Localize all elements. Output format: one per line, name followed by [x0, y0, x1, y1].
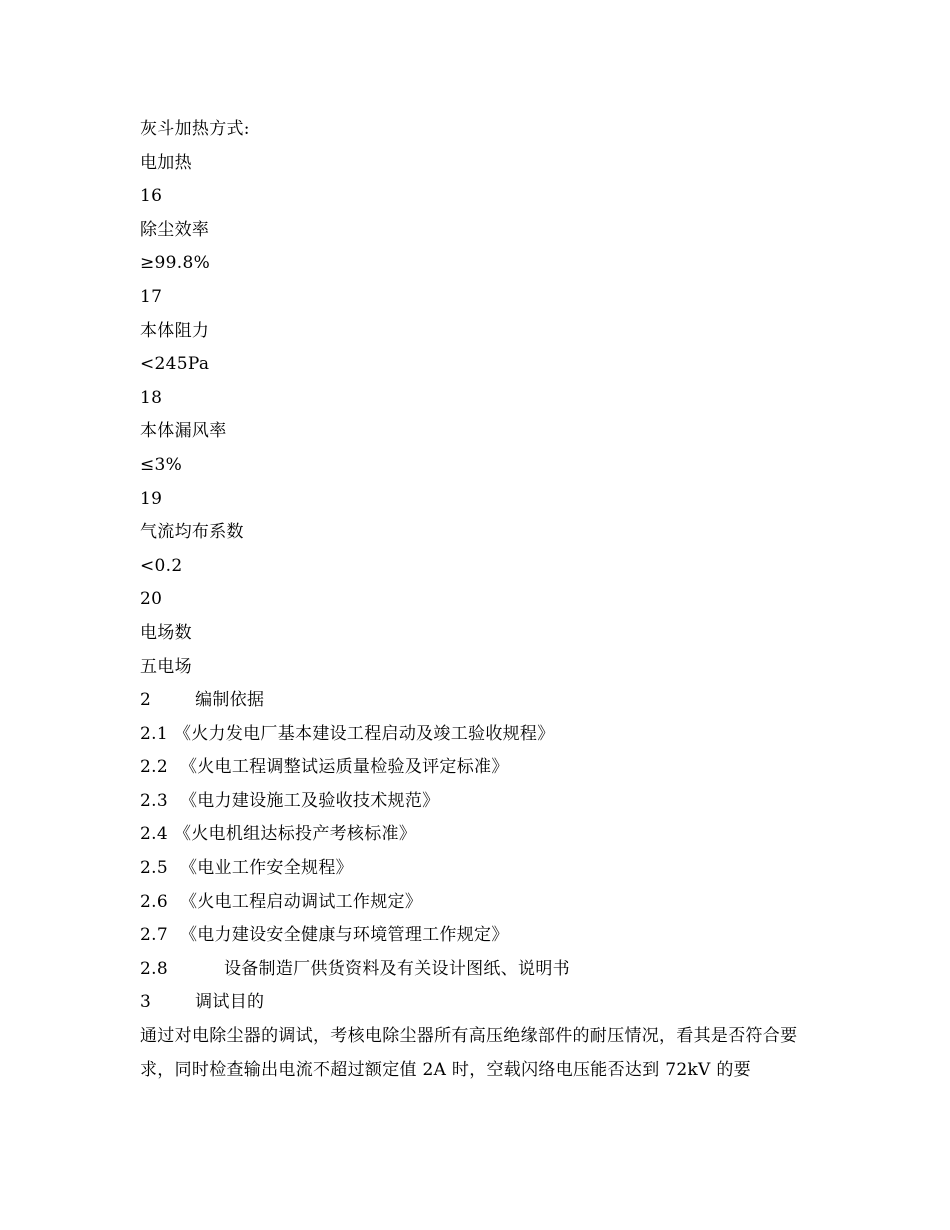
text-line: ≥99.8% [140, 253, 211, 274]
section-number: 2 [140, 690, 152, 711]
text-line: ≤3% [140, 454, 183, 475]
reference-item [140, 953, 830, 987]
reference-item [140, 785, 830, 819]
text-line: 五电场 [140, 656, 192, 677]
document-page [140, 113, 830, 1087]
item-number: 16 [140, 186, 163, 207]
reference-text: 《火电工程启动调试工作规定》 [179, 891, 423, 912]
reference-item [140, 852, 830, 886]
text-line: 气流均布系数 [140, 522, 244, 543]
reference-item [140, 886, 830, 920]
section-title: 调试目的 [195, 992, 265, 1013]
text-line: 电场数 [140, 622, 192, 643]
reference-number: 2.1 [140, 723, 168, 744]
text-line: 本体阻力 [140, 320, 210, 341]
reference-item [140, 919, 830, 953]
section-heading [140, 684, 830, 718]
reference-number: 2.8 [140, 958, 168, 979]
text-line: 除尘效率 [140, 219, 210, 240]
reference-number: 2.6 [140, 891, 168, 912]
reference-number: 2.3 [140, 790, 168, 811]
reference-text: 设备制造厂供货资料及有关设计图纸、说明书 [223, 958, 570, 979]
item-number: 18 [140, 387, 163, 408]
text-line: <245Pa [140, 354, 210, 375]
reference-item [140, 718, 830, 752]
text-line: 电加热 [140, 152, 192, 173]
reference-text: 《电业工作安全规程》 [179, 858, 353, 879]
reference-number: 2.2 [140, 757, 168, 778]
reference-text: 《电力建设安全健康与环境管理工作规定》 [179, 925, 509, 946]
reference-number: 2.4 [140, 824, 168, 845]
item-number: 20 [140, 589, 163, 610]
section-title: 编制依据 [195, 690, 265, 711]
reference-item [140, 751, 830, 785]
reference-number: 2.5 [140, 858, 168, 879]
reference-text: 《火电工程调整试运质量检验及评定标准》 [179, 757, 509, 778]
text-line: <0.2 [140, 555, 183, 576]
item-number: 19 [140, 488, 163, 509]
body-paragraph: 通过对电除尘器的调试，考核电除尘器所有高压绝缘部件的耐压情况，看其是否符合要求，同时检查输出电流不超过额定值 2A 时，空载闪络电压能否达到 72kV 的要 [140, 1026, 798, 1080]
section-heading [140, 986, 830, 1020]
reference-text: 《火力发电厂基本建设工程启动及竣工验收规程》 [173, 723, 555, 744]
text-line: 本体漏风率 [140, 421, 227, 442]
section-number: 3 [140, 992, 152, 1013]
reference-text: 《火电机组达标投产考核标准》 [173, 824, 417, 845]
reference-item [140, 818, 830, 852]
item-number: 17 [140, 286, 163, 307]
reference-text: 《电力建设施工及验收技术规范》 [179, 790, 440, 811]
reference-number: 2.7 [140, 925, 168, 946]
text-line: 灰斗加热方式: [140, 119, 250, 139]
